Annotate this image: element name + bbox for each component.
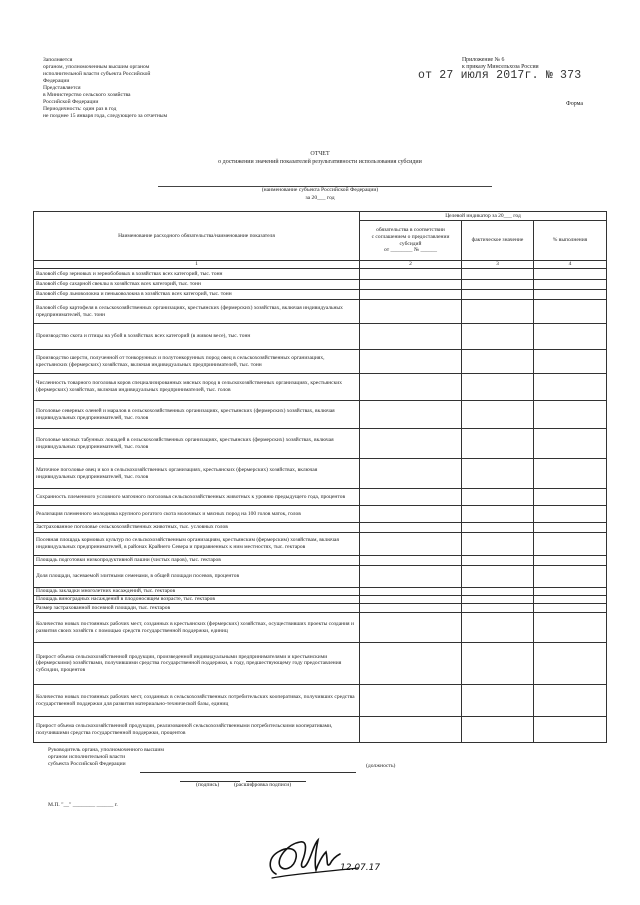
obligation-line: субсидий <box>399 240 422 247</box>
decoding-caption: (расшифровка подписи) <box>234 782 292 788</box>
header-left-line: Представляется <box>43 85 81 91</box>
table-row <box>34 566 607 588</box>
signature-icon <box>262 830 382 888</box>
handwritten-signature <box>262 830 382 893</box>
header-left-line: Российской Федерации <box>43 99 99 105</box>
table-row <box>34 300 607 324</box>
indicator-name: Прирост объема сельскохозяйственной продукции, реализованной сельскохозяйственными потребительскими кооперативами, получившими средства государственной поддержки, процентов <box>34 717 360 743</box>
column-number: 4 <box>534 261 607 269</box>
head-line: органом исполнительной власти <box>48 754 126 760</box>
appendix-label: Приложение № 6 <box>462 57 505 63</box>
indicator-name: Застрахованное поголовье сельскохозяйственных животных, тыс. условных голов <box>34 523 360 533</box>
obligation-line: от ________ № ______ <box>384 247 437 254</box>
table-row <box>34 604 607 613</box>
header-left-line: исполнительной власти субъекта Российской <box>43 71 151 77</box>
column-number: 2 <box>360 261 462 269</box>
table-row <box>34 523 607 533</box>
report-subtitle: о достижении значений показателей результативности использования субсидии <box>218 159 422 165</box>
table-row <box>34 290 607 300</box>
table-row <box>34 280 607 290</box>
header-left-line: в Министерство сельского хозяйства <box>43 92 131 98</box>
indicator-name: Поголовье мясных табунных лошадей в сельскохозяйственных организациях, крестьянских (фермерских) хозяйствах, включая индивидуальных предпринимателей, тыс. голов <box>34 429 360 459</box>
table-row <box>34 533 607 556</box>
head-line: субъекта Российской Федерации <box>48 761 126 767</box>
indicator-name: Валовой сбор льноволокна и пеньковолокна в хозяйствах всех категорий, тыс. тонн <box>34 290 360 300</box>
header-left-line: Федерации <box>43 78 70 84</box>
position-caption: (должность) <box>366 763 396 769</box>
table-row <box>34 350 607 374</box>
indicator-name: Площадь закладки многолетних насаждений, тыс. гектаров <box>34 588 360 596</box>
table-row <box>34 324 607 350</box>
column-number: 1 <box>34 261 360 269</box>
header-left-line: Периодичность: один раз в год <box>43 106 117 112</box>
indicator-name: Площадь подготовки низкопродуктивной пашни (чистых паров), тыс. гектаров <box>34 556 360 566</box>
indicator-name: Валовой сбор зерновых и зернобобовых в хозяйствах всех категорий, тыс. тонн <box>34 269 360 280</box>
indicator-name: Производство скота и птицы на убой в хозяйствах всех категорий (в живом весе), тыс. тонн <box>34 324 360 350</box>
table-row <box>34 401 607 429</box>
table-row <box>34 489 607 506</box>
report-table <box>33 211 607 743</box>
order-date-number: от 27 июля 2017г. № 373 <box>418 69 582 82</box>
indicator-name: Валовой сбор сахарной свеклы в хозяйствах всех категорий, тыс. тонн <box>34 280 360 290</box>
indicator-name: Количество новых постоянных рабочих мест, созданных в крестьянских (фермерских) хозяйствах, осуществивших проекты создания и развития своих хозяйств с помощью средств государственной поддержки, единиц <box>34 613 360 643</box>
signature-date: 12.07.17 <box>340 863 381 873</box>
form-label: Форма <box>566 101 584 107</box>
table-row <box>34 374 607 401</box>
head-line: Руководитель органа, уполномоченного высшим <box>48 747 164 753</box>
column-header-percent: % выполнения <box>534 221 607 261</box>
report-title: ОТЧЕТ <box>310 151 330 157</box>
header-left-line: не позднее 15 января года, следующего за отчетным <box>43 113 168 119</box>
indicator-name: Прирост объема сельскохозяйственной продукции, произведенной индивидуальными предпринимателями и крестьянскими (фермерскими) хозяйствами, получившими средства государственной поддержки, к году, предшествующему году предоставления субсидии, процентов <box>34 643 360 685</box>
order-reference: к приказу Минсельхоза России <box>462 64 539 70</box>
year-line: за 20___ год <box>305 195 335 201</box>
header-left-line: Заполняется <box>43 57 73 63</box>
indicator-name: Доля площади, засеваемой элитными семенами, в общей площади посевов, процентов <box>34 566 360 588</box>
signature-caption: (подпись) <box>196 782 220 788</box>
table-row <box>34 717 607 743</box>
stamp-date-line: М.П. "__" ________ ______ г. <box>48 802 118 808</box>
table-row <box>34 596 607 604</box>
obligation-line: с соглашением о предоставлении <box>371 234 450 240</box>
table-row <box>34 685 607 717</box>
indicator-name: Реализация племенного молодняка крупного рогатого скота молочных и мясных пород на 100 голов маток, голов <box>34 506 360 523</box>
table-row <box>34 556 607 566</box>
target-indicator-header: Целевой индикатор за 20___ год <box>360 212 607 221</box>
indicator-name: Поголовье северных оленей и маралов в сельскохозяйственных организациях, крестьянских (фермерских) хозяйствах, включая индивидуальных предпринимателей, тыс. голов <box>34 401 360 429</box>
indicator-name: Количество новых постоянных рабочих мест, созданных в сельскохозяйственных потребительских кооперативах, получивших средства государственной поддержки для развития материально-технической базы, единиц <box>34 685 360 717</box>
position-line <box>140 772 356 773</box>
indicator-name: Численность товарного поголовья коров специализированных мясных пород в сельскохозяйственных организациях, крестьянских (фермерских) хозяйствах, включая индивидуальных предпринимателей, тыс. голов <box>34 374 360 401</box>
table-row <box>34 588 607 596</box>
indicator-name: Посевная площадь кормовых культур по сельскохозяйственным организациям, крестьянским (фермерским) хозяйствам, включая индивидуальных предпринимателей, в районах Крайнего Севера и приравненных к ним местностях, тыс. гектаров <box>34 533 360 556</box>
table-row <box>34 459 607 489</box>
indicator-name: Площадь виноградных насаждений в плодоносящем возрасте, тыс. гектаров <box>34 596 360 604</box>
indicator-name: Маточное поголовье овец и коз в сельскохозяйственных организациях, крестьянских (фермерских) хозяйствах, включая индивидуальных предпринимателей, тыс. голов <box>34 459 360 489</box>
column-number: 3 <box>462 261 534 269</box>
table-row <box>34 643 607 685</box>
indicator-name: Размер застрахованной посевной площади, тыс. гектаров <box>34 604 360 613</box>
header-left-block <box>43 57 233 120</box>
table-row <box>34 429 607 459</box>
table-row <box>34 613 607 643</box>
indicator-name: Сохранность племенного условного маточного поголовья сельскохозяйственных животных к уровню предыдущего года, процентов <box>34 489 360 506</box>
indicator-name: Валовой сбор картофеля в сельскохозяйственных организациях, крестьянских (фермерских) хозяйствах, включая индивидуальных предпринимателей, тыс. тонн <box>34 300 360 324</box>
head-of-body-block <box>48 747 164 768</box>
column-header-actual: фактическое значение <box>462 221 534 261</box>
column-header-name: Наименование расходного обязательства/наименование показателя <box>34 212 360 261</box>
indicator-name: Производство шерсти, полученной от тонкорунных и полутонкорунных пород овец в сельскохозяйственных организациях, крестьянских (фермерских) хозяйствах, включая индивидуальных предпринимателей, тыс. тонн <box>34 350 360 374</box>
table-row <box>34 506 607 523</box>
obligation-line: обязательства в соответствии <box>376 227 445 234</box>
column-header-obligation <box>360 221 462 261</box>
subject-caption: (наименование субъекта Российской Федерации) <box>261 187 379 193</box>
table-row <box>34 269 607 280</box>
header-left-line: органом, уполномоченным высшим органом <box>43 64 150 70</box>
